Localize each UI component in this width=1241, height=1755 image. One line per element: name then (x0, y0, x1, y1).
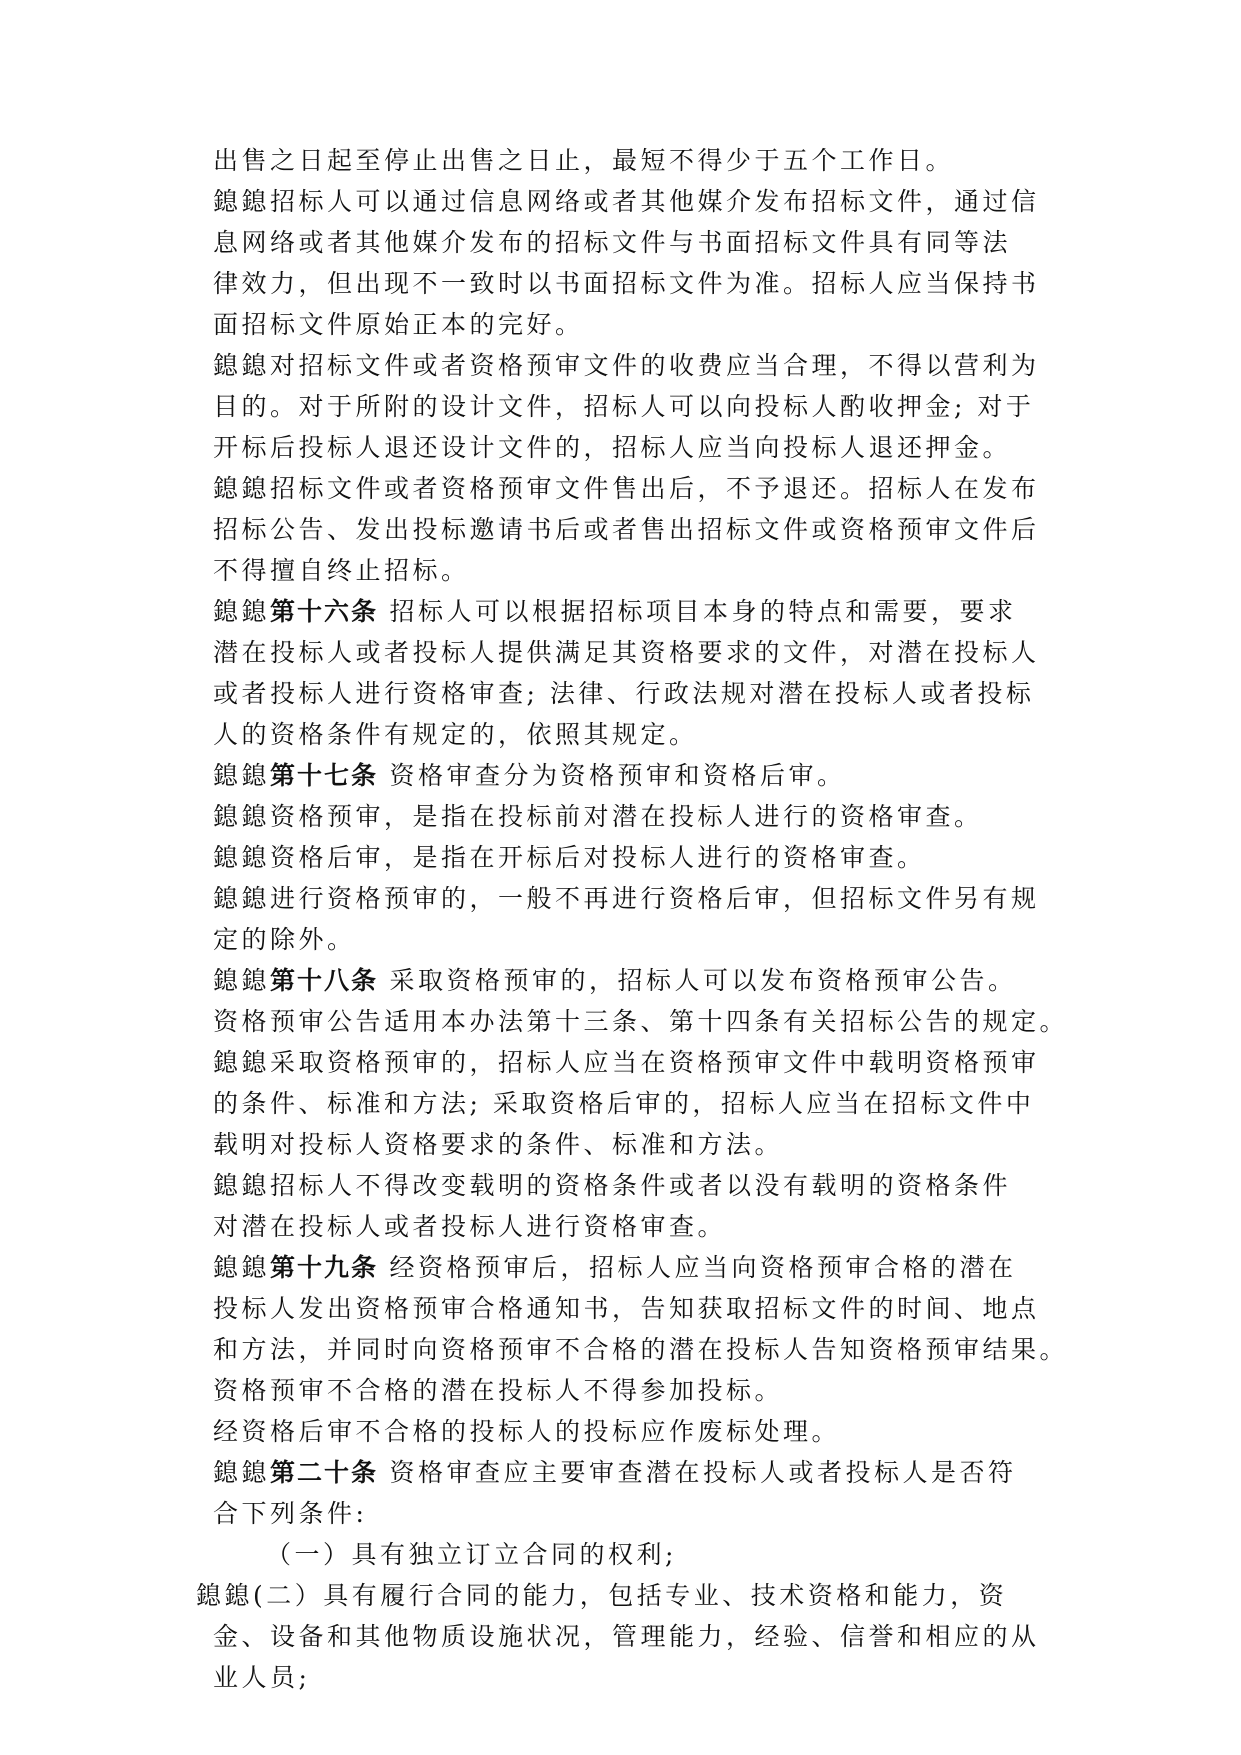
text-line: 开标后投标人退还设计文件的，招标人应当向投标人退还押金。 (213, 433, 1012, 462)
text-line: 或者投标人进行资格审查; 法律、行政法规对潜在投标人或者投标 (213, 679, 1035, 708)
text-line: 合下列条件: (213, 1499, 368, 1528)
text-line: 经资格后审不合格的投标人的投标应作废标处理。 (213, 1417, 841, 1446)
article-number: 第十七条 (270, 761, 379, 790)
text-line: 载明对投标人资格要求的条件、标准和方法。 (213, 1130, 784, 1159)
line-prefix: 鎴鎴 (213, 597, 271, 626)
line-prefix: 鎴鎴 (213, 761, 271, 790)
article-18-heading-line (213, 960, 1016, 1001)
text-line: 鎴鎴招标文件或者资格预审文件售出后，不予退还。招标人在发布 (213, 474, 1040, 503)
text-line: 鎴鎴招标人可以通过信息网络或者其他媒介发布招标文件，通过信 (213, 187, 1040, 216)
text-line: 鎴鎴资格预审，是指在投标前对潜在投标人进行的资格审查。 (213, 802, 983, 831)
article-number: 第十八条 (270, 966, 379, 995)
article-20-heading-line (213, 1452, 1016, 1493)
text-line: 业人员; (213, 1663, 311, 1692)
list-item-2: 鎴鎴(二）具有履行合同的能力，包括专业、技术资格和能力，资 (196, 1581, 1008, 1610)
article-number: 第十九条 (270, 1253, 379, 1282)
text-line: 招标公告、发出投标邀请书后或者售出招标文件或资格预审文件后 (213, 515, 1040, 544)
text-line: 资格预审不合格的潜在投标人不得参加投标。 (213, 1376, 784, 1405)
text-line: 金、设备和其他物质设施状况，管理能力，经验、信誉和相应的从 (213, 1622, 1040, 1651)
text-line: 鎴鎴对招标文件或者资格预审文件的收费应当合理，不得以营利为 (213, 351, 1040, 380)
article-text: 经资格预审后，招标人应当向资格预审合格的潜在 (378, 1253, 1017, 1282)
text-line: 不得擅自终止招标。 (213, 556, 470, 585)
article-text: 采取资格预审的，招标人可以发布资格预审公告。 (378, 966, 1017, 995)
text-line: 和方法，并同时向资格预审不合格的潜在投标人告知资格预审结果。 (213, 1335, 1069, 1364)
text-line: 投标人发出资格预审合格通知书，告知获取招标文件的时间、地点 (213, 1294, 1040, 1323)
line-prefix: 鎴鎴 (213, 1458, 271, 1487)
text-line: 出售之日起至停止出售之日止，最短不得少于五个工作日。 (213, 146, 955, 175)
article-text: 资格审查分为资格预审和资格后审。 (378, 761, 846, 790)
article-16-heading-line (213, 591, 1016, 632)
text-line: 鎴鎴资格后审，是指在开标后对投标人进行的资格审查。 (213, 843, 926, 872)
line-prefix: 鎴鎴 (213, 1253, 271, 1282)
text-line: 鎴鎴招标人不得改变载明的资格条件或者以没有载明的资格条件 (213, 1171, 1012, 1200)
text-line: 律效力，但出现不一致时以书面招标文件为准。招标人应当保持书 (213, 269, 1040, 298)
article-19-heading-line (213, 1247, 1016, 1288)
list-item-1: （一）具有独立订立合同的权利; (266, 1540, 677, 1569)
text-line: 对潜在投标人或者投标人进行资格审查。 (213, 1212, 727, 1241)
article-text: 招标人可以根据招标项目本身的特点和需要，要求 (378, 597, 1017, 626)
text-line: 息网络或者其他媒介发布的招标文件与书面招标文件具有同等法 (213, 228, 1012, 257)
text-line: 鎴鎴采取资格预审的，招标人应当在资格预审文件中载明资格预审 (213, 1048, 1040, 1077)
line-prefix: 鎴鎴 (213, 966, 271, 995)
article-17-heading-line (213, 755, 845, 796)
text-line: 面招标文件原始正本的完好。 (213, 310, 584, 339)
text-line: 目的。对于所附的设计文件，招标人可以向投标人酌收押金; 对于 (213, 392, 1035, 421)
text-line: 定的除外。 (213, 925, 356, 954)
text-line: 鎴鎴进行资格预审的，一般不再进行资格后审，但招标文件另有规 (213, 884, 1040, 913)
article-number: 第二十条 (270, 1458, 379, 1487)
text-line: 的条件、标准和方法; 采取资格后审的，招标人应当在招标文件中 (213, 1089, 1035, 1118)
article-number: 第十六条 (270, 597, 379, 626)
text-line: 人的资格条件有规定的，依照其规定。 (213, 720, 698, 749)
text-line: 资格预审公告适用本办法第十三条、第十四条有关招标公告的规定。 (213, 1007, 1069, 1036)
text-line: 潜在投标人或者投标人提供满足其资格要求的文件，对潜在投标人 (213, 638, 1040, 667)
article-text: 资格审查应主要审查潜在投标人或者投标人是否符 (378, 1458, 1017, 1487)
